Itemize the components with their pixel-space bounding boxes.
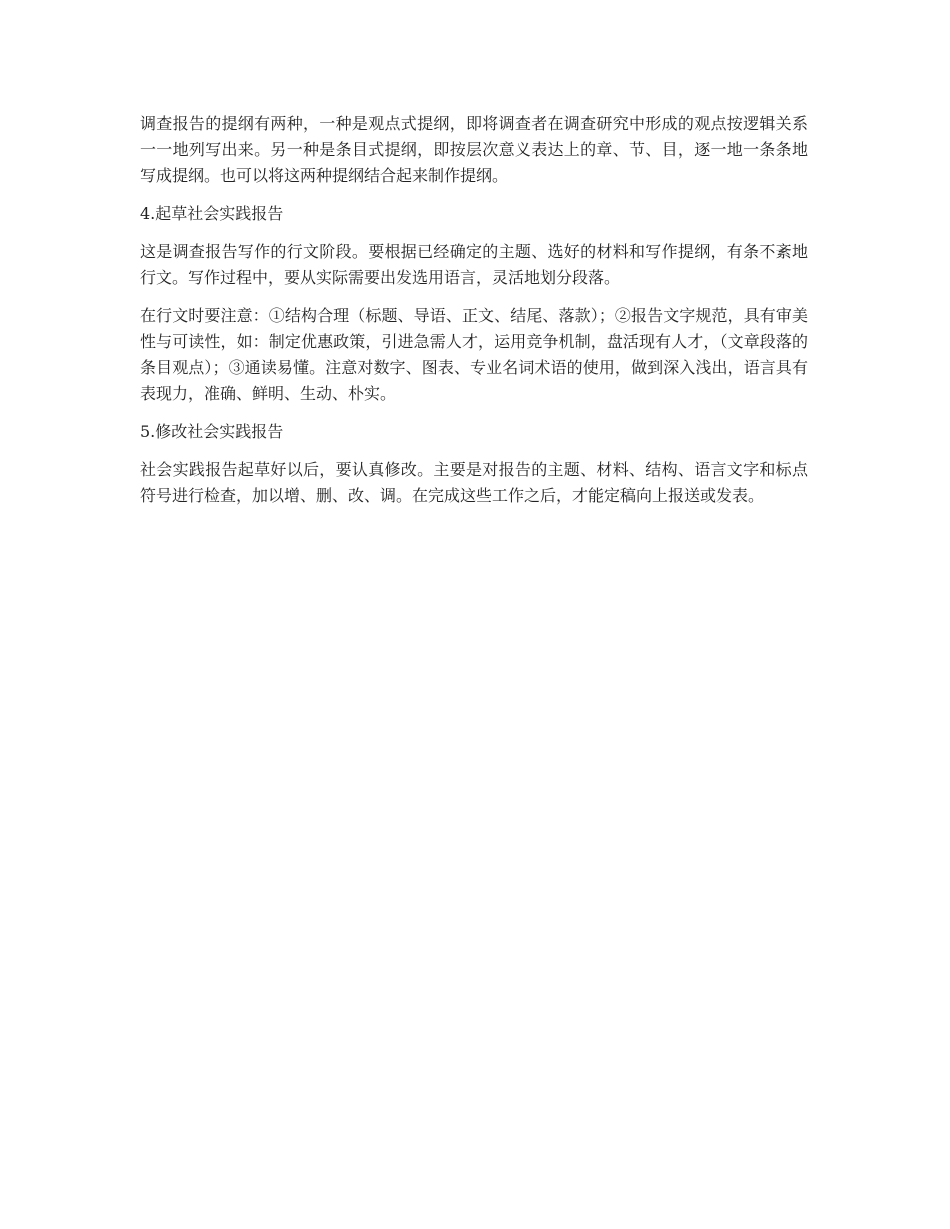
section-heading-draft-report: 4.起草社会实践报告 <box>140 204 284 223</box>
paragraph-outline-types: 调查报告的提纲有两种，一种是观点式提纲，即将调查者在调查研究中形成的观点按逻辑关系一一地列写出来。另一种是条目式提纲，即按层次意义表达上的章、节、目，逐一地一条条地写成提纲。也可以将这两种提纲结合起来制作提纲。 <box>140 114 808 185</box>
paragraph-writing-notes: 在行文时要注意：①结构合理（标题、导语、正文、结尾、落款）；②报告文字规范，具有审美性与可读性，如：制定优惠政策，引进急需人才，运用竞争机制，盘活现有人才，（文章段落的条目观点）；③通读易懂。注意对数字、图表、专业名词术语的使用，做到深入浅出，语言具有表现力，准确、鲜明、生动、朴实。 <box>140 306 808 403</box>
document-body <box>140 111 808 521</box>
section-heading-revise-report: 5.修改社会实践报告 <box>140 422 284 441</box>
paragraph-drafting-stage: 这是调查报告写作的行文阶段。要根据已经确定的主题、选好的材料和写作提纲，有条不紊地行文。写作过程中，要从实际需要出发选用语言，灵活地划分段落。 <box>140 242 808 287</box>
paragraph-revision: 社会实践报告起草好以后，要认真修改。主要是对报告的主题、材料、结构、语言文字和标点符号进行检查，加以增、删、改、调。在完成这些工作之后，才能定稿向上报送或发表。 <box>140 460 808 505</box>
